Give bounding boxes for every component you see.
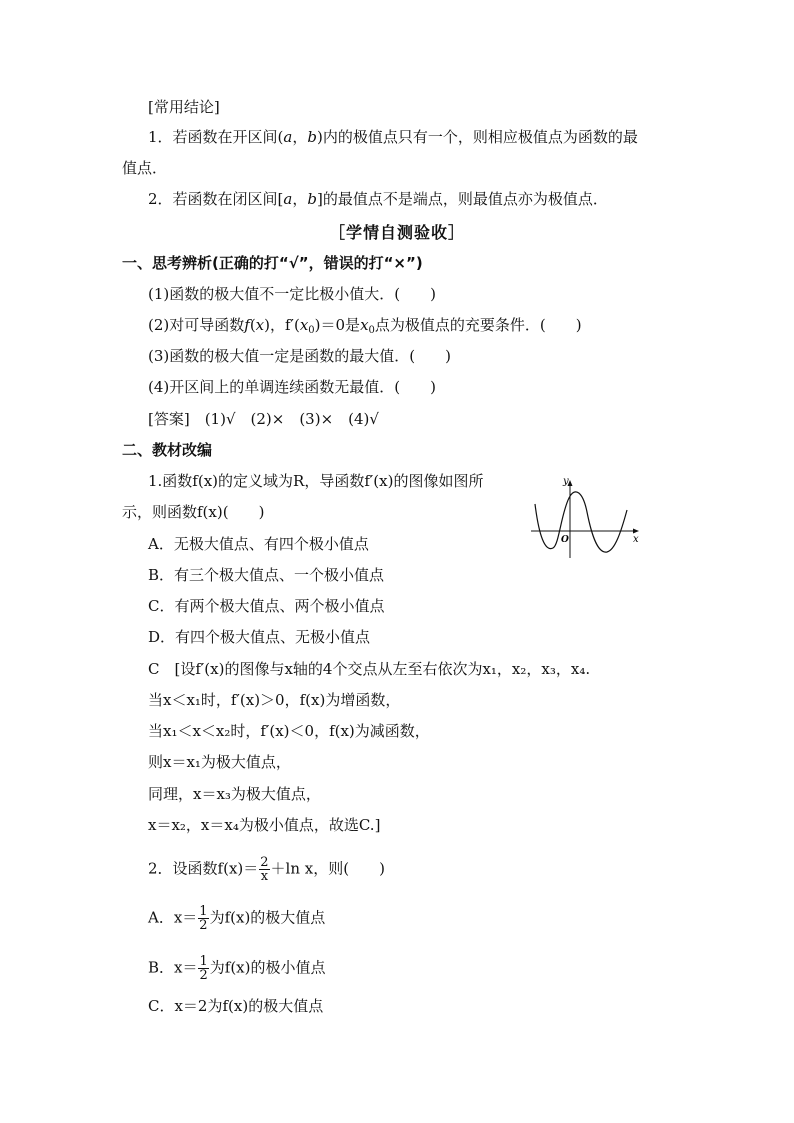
question-4: (4)开区间上的单调连续函数无最值．( ) <box>148 378 436 396</box>
x-axis-arrow <box>633 529 639 534</box>
conclusion-item-1-cont: 值点． <box>122 159 168 177</box>
part2-heading: 二、教材改编 <box>122 441 213 459</box>
fraction: $\frac{1}{2}$ <box>199 954 208 983</box>
answer: [答案] (1)√ (2)× (3)× (4)√ <box>148 410 379 428</box>
derivative-graph <box>527 474 645 560</box>
question-1: (1)函数的极大值不一定比极小值大．( ) <box>148 285 436 303</box>
solution-line-1: C [设f′(x)的图像与x轴的4个交点从左至右依次为x₁，x₂，x₃，x₄. <box>148 660 591 678</box>
solution-line-4: 则x＝x₁为极大值点， <box>148 753 291 771</box>
x-axis-label: x <box>633 534 639 545</box>
problem-2-option-a: A．x＝ $\frac{1}{2}$ 为f(x)的极大值点 <box>148 904 326 933</box>
problem-2-stem: 2．设函数f(x)＝ $\frac{2}{x}$ ＋ln x，则( ) <box>148 855 385 884</box>
problem-2-option-b: B．x＝ $\frac{1}{2}$ 为f(x)的极小值点 <box>148 954 326 983</box>
problem-1-option-d: D．有四个极大值点、无极小值点 <box>148 628 371 646</box>
question-2: (2)对可导函数f(x)，$f'(x_0)=0$是$x_0$点为极值点的充要条件．( ) <box>148 316 582 336</box>
problem-1-option-b: B．有三个极大值点、一个极小值点 <box>148 566 385 584</box>
solution-line-3: 当x₁＜x＜x₂时，f′(x)＜0，f(x)为减函数， <box>148 722 430 740</box>
fraction: $\frac{2}{x}$ <box>260 855 269 884</box>
solution-line-2: 当x＜x₁时，f′(x)＞0，f(x)为增函数， <box>148 691 401 709</box>
problem-1-option-c: C．有两个极大值点、两个极小值点 <box>148 597 385 615</box>
question-3: (3)函数的极大值一定是函数的最大值．( ) <box>148 347 451 365</box>
problem-2-option-c: C．x＝2为f(x)的极大值点 <box>148 997 324 1015</box>
origin-label: O <box>561 535 569 545</box>
conclusions-heading: [常用结论] <box>148 98 220 116</box>
section-title: ［学情自测验收］ <box>328 223 465 242</box>
solution-line-6: x＝x₂，x＝x₄为极小值点，故选C.] <box>148 816 381 834</box>
y-axis-label: y <box>563 476 569 487</box>
part1-heading: 一、思考辨析(正确的打“√”，错误的打“×”) <box>122 254 423 272</box>
derivative-curve <box>535 492 627 552</box>
solution-line-5: 同理，x＝x₃为极大值点， <box>148 785 321 803</box>
conclusion-item-1: 1．若函数在开区间(a，b)内的极值点只有一个，则相应极值点为函数的最 <box>148 128 638 146</box>
problem-1-option-a: A．无极大值点、有四个极小值点 <box>148 535 369 553</box>
fraction: $\frac{1}{2}$ <box>199 904 208 933</box>
problem-1-line-2: 示，则函数f(x)( ) <box>122 503 265 521</box>
problem-1-line-1: 1.函数f(x)的定义域为R，导函数f′(x)的图像如图所 <box>148 472 484 490</box>
conclusion-item-2: 2．若函数在闭区间[a，b]的最值点不是端点，则最值点亦为极值点． <box>148 190 608 208</box>
